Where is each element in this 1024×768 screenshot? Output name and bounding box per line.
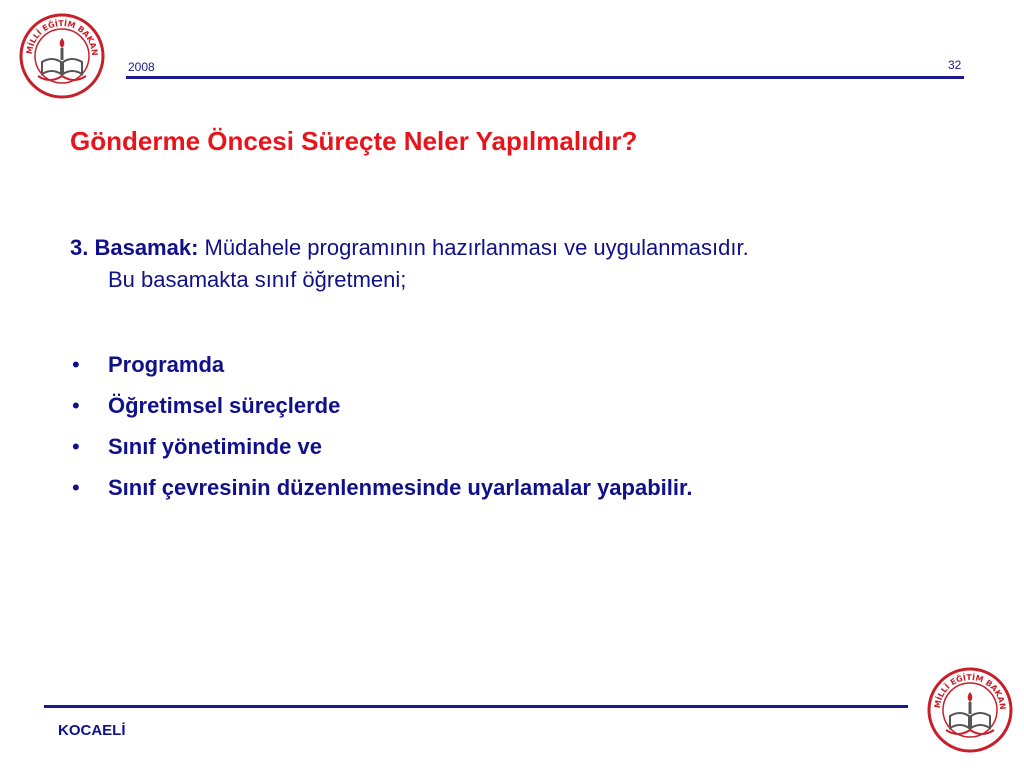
- footer-divider: [44, 705, 908, 708]
- step-paragraph: [70, 232, 970, 296]
- list-item: [70, 385, 692, 426]
- bullet-icon: •: [72, 393, 80, 418]
- bullet-text: Sınıf çevresinin düzenlenmesinde uyarlamalar yapabilir.: [108, 475, 693, 500]
- bullet-text: Sınıf yönetiminde ve: [108, 434, 322, 459]
- bullet-icon: •: [72, 434, 80, 459]
- slide-title: Gönderme Öncesi Süreçte Neler Yapılmalıdır?: [70, 126, 638, 156]
- bullet-text: Öğretimsel süreçlerde: [108, 393, 341, 418]
- bullet-icon: •: [72, 475, 80, 500]
- year-label: 2008: [128, 60, 155, 74]
- page-number: 32: [948, 58, 962, 72]
- bullet-text: Programda: [108, 352, 225, 377]
- ministry-logo-bottom: [926, 664, 1014, 756]
- list-item: [70, 426, 692, 467]
- step-text-line2: Bu basamakta sınıf öğretmeni;: [108, 267, 407, 292]
- bullet-list: [70, 344, 692, 508]
- svg-text:T.C. MİLLÎ EĞİTİM BAKANLIĞI: MİLLÎ EĞİTİM BAKAN: [932, 672, 1008, 711]
- ministry-logo-top: [18, 12, 106, 100]
- step-label: 3. Basamak:: [70, 235, 199, 260]
- list-item: [70, 467, 692, 508]
- footer-label: KOCAELİ: [58, 722, 126, 739]
- header-divider: [126, 76, 964, 79]
- list-item: [70, 344, 692, 385]
- step-text: Müdahele programının hazırlanması ve uygulanmasıdır.: [204, 235, 749, 260]
- bullet-icon: •: [72, 352, 80, 377]
- svg-text:T.C. MİLLÎ EĞİTİM BAKANLIĞI: MİLLÎ EĞİTİM BAKAN: [24, 18, 100, 57]
